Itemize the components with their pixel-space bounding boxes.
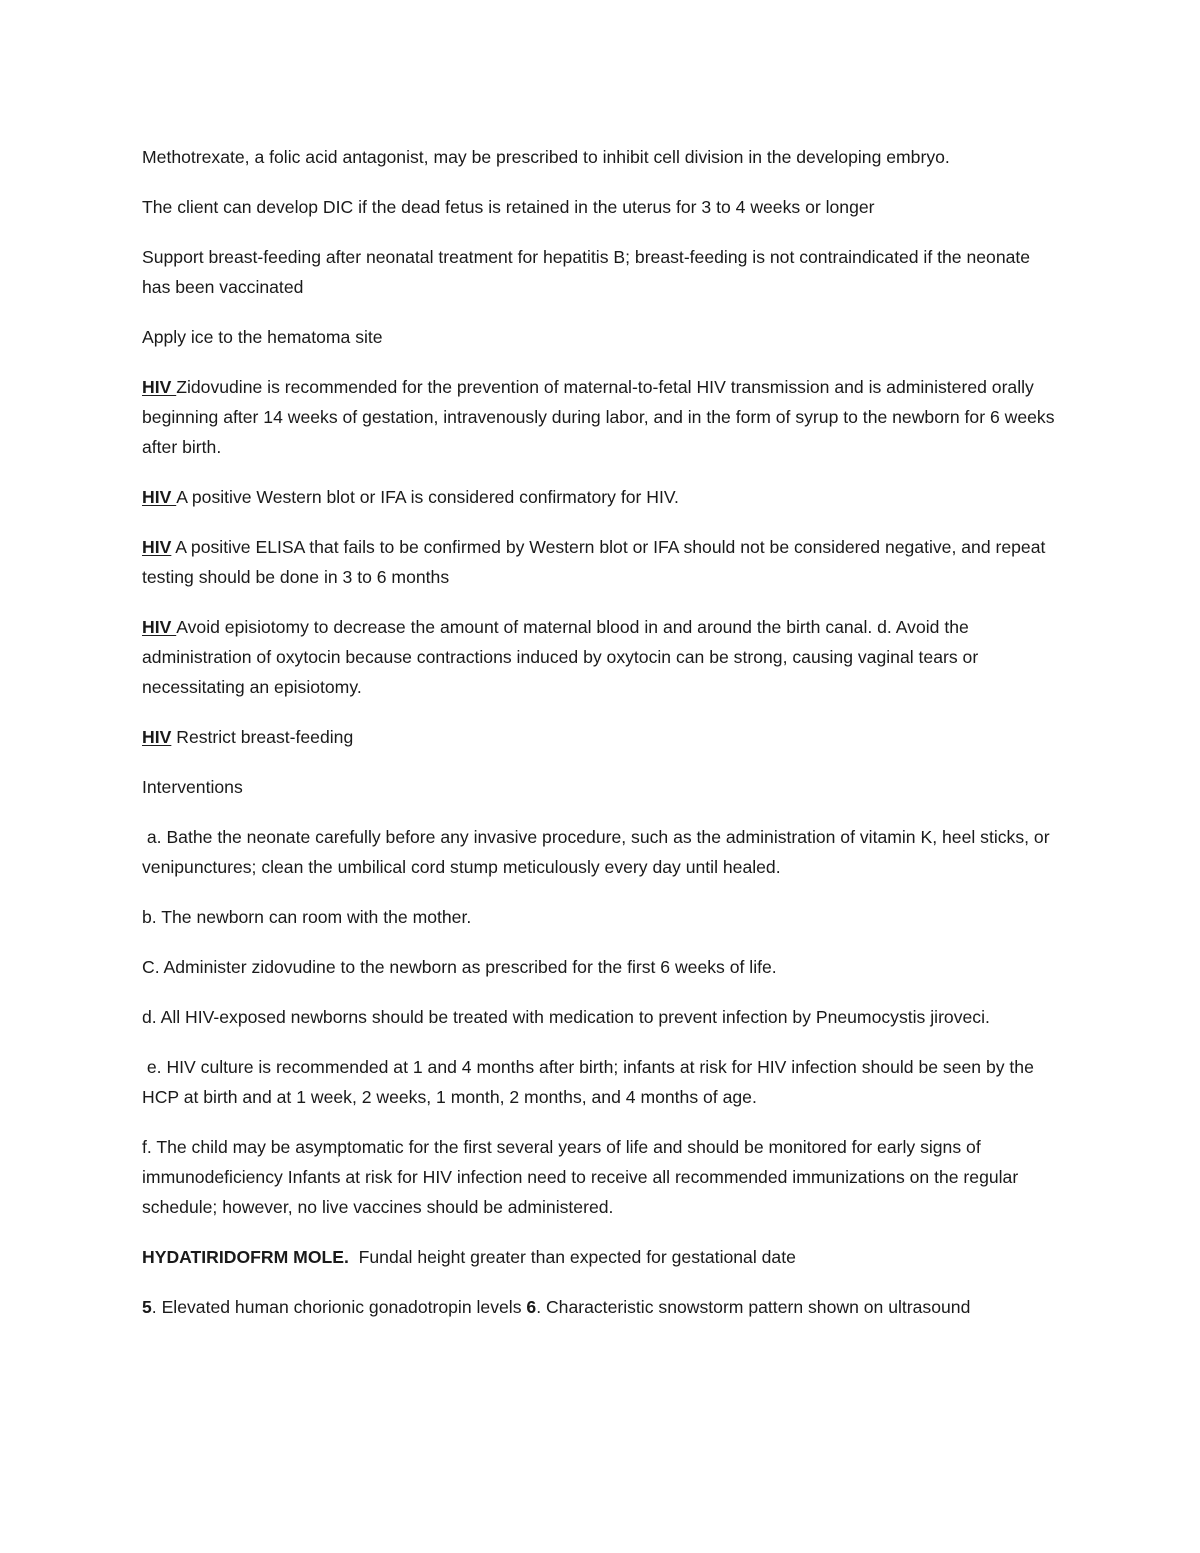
hiv-label: HIV (142, 377, 177, 397)
paragraph-hematoma: Apply ice to the hematoma site (142, 327, 383, 347)
hiv-item-zidovudine (142, 372, 1062, 462)
hiv-text: Avoid episiotomy to decrease the amount of maternal blood in and around the birth canal. d. Avoid the administration of oxytocin because contractions induced by oxytocin can be strong, causing vaginal tears or necessitating an episiotomy. (142, 617, 979, 697)
hiv-label: HIV (142, 727, 172, 747)
intervention-item-b: b. The newborn can room with the mother. (142, 907, 472, 927)
paragraph-dic: The client can develop DIC if the dead fetus is retained in the uterus for 3 to 4 weeks or longer (142, 197, 875, 217)
hiv-label: HIV (142, 487, 177, 507)
item-text-5: . Elevated human chorionic gonadotropin levels (151, 1297, 527, 1317)
hiv-item-breast-feeding (142, 722, 1062, 752)
hydatidiform-mole-item (142, 1242, 1062, 1272)
hiv-label: HIV (142, 617, 177, 637)
item-number-6: 6 (526, 1297, 537, 1317)
item-number-5: 5 (142, 1297, 152, 1317)
hiv-text: A positive ELISA that fails to be confirmed by Western blot or IFA should not be considered negative, and repeat testing should be done in 3 to 6 months (142, 537, 1046, 587)
interventions-heading: Interventions (142, 777, 243, 797)
intervention-item-a: a. Bathe the neonate carefully before any invasive procedure, such as the administration of vitamin K, heel sticks, or venipunctures; clean the umbilical cord stump meticulously every day until healed. (142, 827, 1055, 877)
item-text-6: . Characteristic snowstorm pattern shown on ultrasound (536, 1297, 971, 1317)
hiv-item-episiotomy (142, 612, 1062, 702)
paragraph-methotrexate: Methotrexate, a folic acid antagonist, may be prescribed to inhibit cell division in the developing embryo. (142, 147, 950, 167)
mole-text: Fundal height greater than expected for gestational date (348, 1247, 796, 1267)
mole-findings (142, 1292, 1062, 1322)
hiv-text: Zidovudine is recommended for the prevention of maternal-to-fetal HIV transmission and is administered orally beginning after 14 weeks of gestation, intravenously during labor, and in the form of syrup to the newborn for 6 weeks after birth. (142, 377, 1055, 457)
intervention-item-c: C. Administer zidovudine to the newborn as prescribed for the first 6 weeks of life. (142, 957, 777, 977)
intervention-item-e: e. HIV culture is recommended at 1 and 4 months after birth; infants at risk for HIV infection should be seen by the HCP at birth and at 1 week, 2 weeks, 1 month, 2 months, and 4 months of age. (142, 1057, 1039, 1107)
intervention-item-d: d. All HIV-exposed newborns should be treated with medication to prevent infection by Pneumocystis jiroveci. (142, 1007, 990, 1027)
hiv-item-western-blot (142, 482, 1062, 512)
mole-label: HYDATIRIDOFRM MOLE. (142, 1247, 349, 1267)
hiv-text: A positive Western blot or IFA is considered confirmatory for HIV. (176, 487, 679, 507)
intervention-item-f: f. The child may be asymptomatic for the first several years of life and should be monitored for early signs of immunodeficiency Infants at risk for HIV infection need to receive all recommended immunizations on the regular schedule; however, no live vaccines should be administered. (142, 1137, 1019, 1217)
hiv-label: HIV (142, 537, 172, 557)
hiv-item-elisa (142, 532, 1062, 592)
paragraph-hepatitis-b: Support breast-feeding after neonatal treatment for hepatitis B; breast-feeding is not contraindicated if the neonate has been vaccinated (142, 247, 1031, 297)
hiv-text: Restrict breast-feeding (171, 727, 354, 747)
document-body (142, 142, 1062, 1342)
